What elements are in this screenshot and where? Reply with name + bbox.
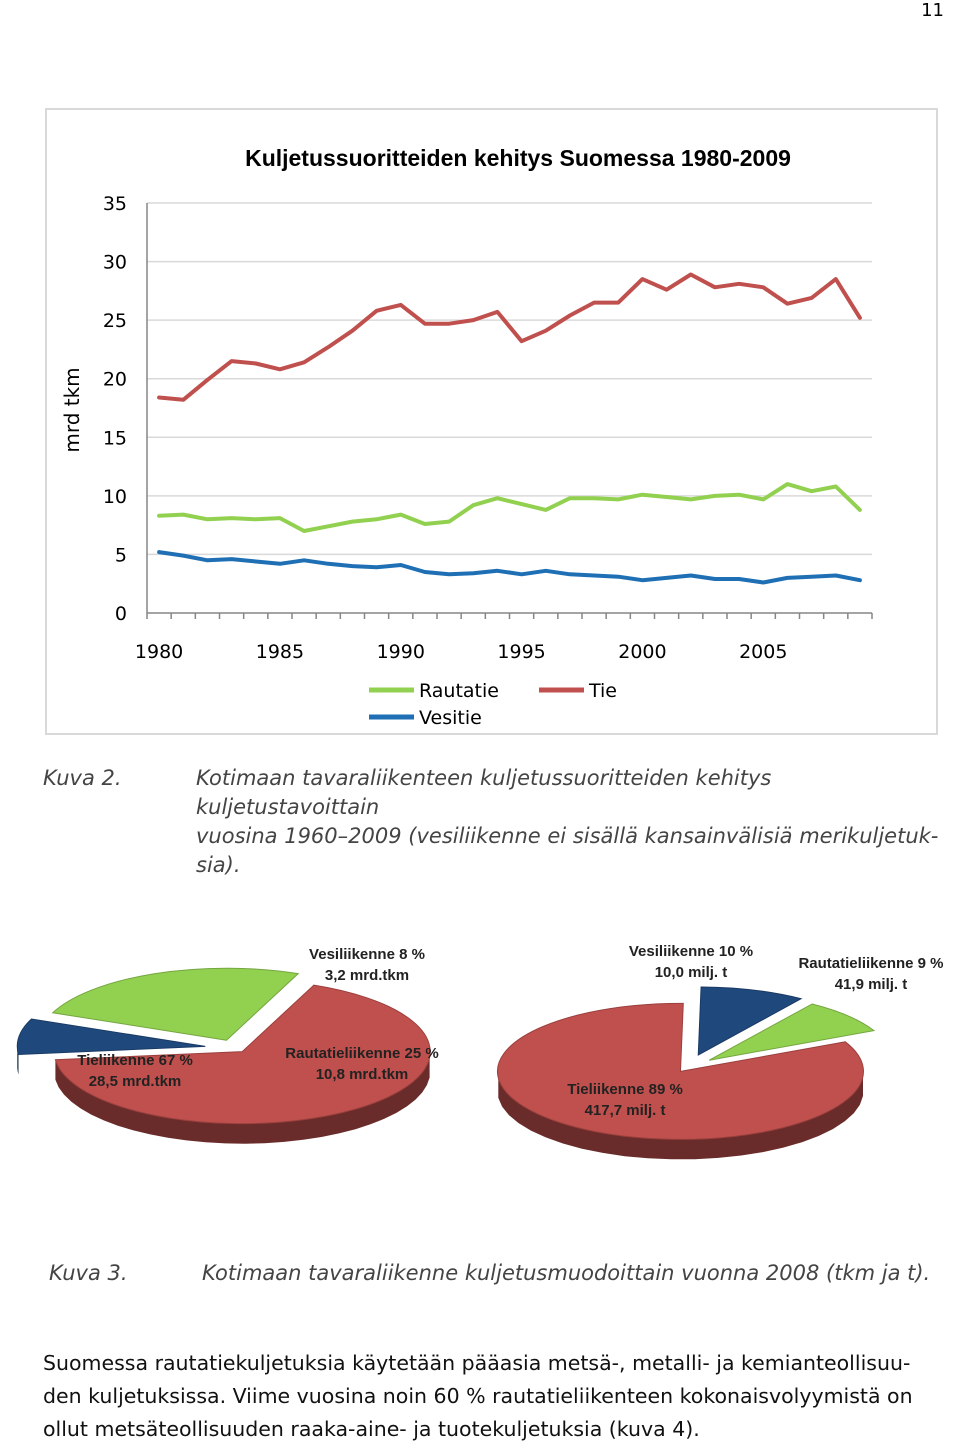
slice-value: 10,0 milj. t <box>654 964 728 981</box>
slice-value: 10,8 mrd.tkm <box>315 1066 409 1083</box>
legend-tie-label: Tie <box>589 680 617 702</box>
slice-value: 417,7 milj. t <box>584 1102 666 1119</box>
legend-rautatie-label: Rautatie <box>419 680 499 702</box>
slice-label: Tieliikenne 67 % <box>77 1052 193 1069</box>
series-line-vesitie <box>159 552 860 582</box>
pie-label-tieliikenne-tkm <box>50 1050 220 1092</box>
y-tick-label: 25 <box>102 310 127 333</box>
body-paragraph <box>43 1347 948 1446</box>
y-tick-label: 35 <box>102 193 127 215</box>
legend-vesitie-label: Vesitie <box>419 707 482 729</box>
slice-label: Vesiliikenne 10 % <box>628 943 754 960</box>
pie-label-vesiliikenne-t <box>606 941 776 983</box>
x-tick-label: 2005 <box>739 641 788 663</box>
body-line: Suomessa rautatiekuljetuksia käytetään pääasia metsä-, metalli- ja kemianteollisuu- <box>43 1351 911 1375</box>
caption-2-line: Kotimaan tavaraliikenteen kuljetussuoritteiden kehitys kuljetustavoittain <box>196 766 772 819</box>
y-tick-label: 15 <box>102 427 127 450</box>
slice-value: 3,2 mrd.tkm <box>324 967 410 984</box>
x-tick-label: 2000 <box>618 641 667 663</box>
caption-2-label: Kuva 2. <box>43 766 122 790</box>
series-line-tie <box>159 275 860 400</box>
y-axis-label: mrd tkm <box>60 367 84 453</box>
legend <box>369 680 617 729</box>
y-tick-label: 30 <box>102 251 127 274</box>
slice-label: Rautatieliikenne 9 % <box>798 955 944 972</box>
pie-label-vesiliikenne-tkm <box>282 944 452 986</box>
pie-label-rautatie-tkm <box>262 1043 462 1085</box>
x-tick-label: 1980 <box>134 641 184 663</box>
line-chart-frame <box>45 108 938 735</box>
slice-value: 28,5 mrd.tkm <box>88 1073 182 1090</box>
slice-label: Vesiliikenne 8 % <box>309 946 425 963</box>
chart-title: Kuljetussuoritteiden kehitys Suomessa 1980-2009 <box>245 145 791 171</box>
body-line: den kuljetuksissa. Viime vuosina noin 60 % rautatieliikenteen kokonaisvolyymistä on <box>43 1384 913 1408</box>
gridlines <box>147 203 872 619</box>
y-tick-label: 10 <box>102 485 127 508</box>
page-number: 11 <box>921 0 944 21</box>
y-ticks <box>103 193 127 625</box>
body-line: ollut metsäteollisuuden raaka-aine- ja tuotekuljetuksia (kuva 4). <box>43 1417 700 1441</box>
line-chart <box>47 110 936 733</box>
slice-value: 41,9 milj. t <box>834 976 908 993</box>
caption-3-label: Kuva 3. <box>49 1261 128 1285</box>
slice-label: Tieliikenne 89 % <box>567 1081 683 1098</box>
slice-label: Rautatieliikenne 25 % <box>285 1045 439 1062</box>
figure-caption-2 <box>43 764 948 877</box>
x-tick-label: 1990 <box>376 641 425 663</box>
y-tick-label: 5 <box>114 544 127 567</box>
x-tick-label: 1985 <box>255 641 305 663</box>
y-tick-label: 0 <box>114 603 127 625</box>
x-tick-label: 1995 <box>497 641 546 663</box>
series-line-rautatie <box>159 484 860 531</box>
caption-3-text: Kotimaan tavaraliikenne kuljetusmuodoittain vuonna 2008 (tkm ja t). <box>202 1261 931 1285</box>
caption-2-line: vuosina 1960–2009 (vesiliikenne ei sisällä kansainvälisiä merikuljetuk- <box>196 824 939 848</box>
caption-2-text <box>196 764 948 880</box>
caption-2-line: sia). <box>196 853 241 877</box>
pie-label-tieliikenne-t <box>540 1079 710 1121</box>
y-tick-label: 20 <box>102 368 127 391</box>
figure-caption-3 <box>49 1259 949 1289</box>
pie-chart-tonnes <box>497 987 874 1159</box>
x-ticks <box>135 641 788 663</box>
pie-label-rautatie-t <box>782 953 960 995</box>
